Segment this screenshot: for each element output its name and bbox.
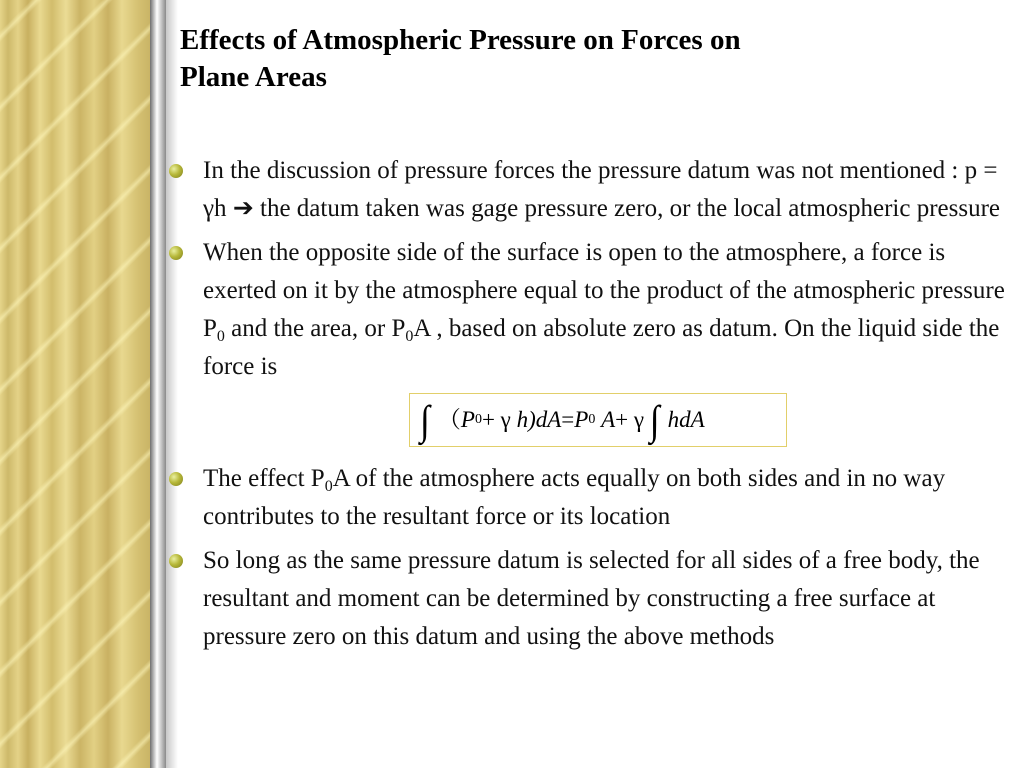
- bullet-dot-icon: [169, 164, 183, 178]
- arrow-icon: ➔: [232, 195, 254, 222]
- integral-symbol: ∫: [420, 397, 430, 443]
- decorative-gold-panel: [0, 0, 150, 768]
- slide-title: [180, 22, 900, 96]
- bullet-item-4: So long as the same pressure datum is selected for all sides of a free body, the resultant and moment can be determined by constructing a free surface at pressure zero on this datum and using the above methods: [167, 542, 1017, 656]
- title-line-1: Effects of Atmospheric Pressure on Forces on: [180, 24, 741, 56]
- bullet-dot-icon: [169, 246, 183, 260]
- bullet-item-3: The effect $P_0A$ of the atmosphere acts equally on both sides and in no way contributes to the resultant force or its location: [167, 460, 1017, 536]
- title-line-2: Plane Areas: [180, 61, 327, 93]
- bullet-item-2: When the opposite side of the surface is open to the atmosphere, a force is exerted on it by the atmosphere equal to the product of the atmospheric pressure $P_0$ and the area, or $P_0A$ , based on absolute zero as datum. On the liquid side the force is: [167, 234, 1017, 386]
- bullet-list: [167, 152, 1017, 662]
- bullet-dot-icon: [169, 472, 183, 486]
- formula-row: [167, 392, 1017, 454]
- bullet-dot-icon: [169, 554, 183, 568]
- decorative-pillar: [150, 0, 166, 768]
- integral-symbol: ∫: [649, 397, 660, 443]
- formula-box: ∫ （ P 0 + γ h )dA = P 0 A + γ ∫ hdA: [409, 393, 787, 447]
- bullet-item-1: In the discussion of pressure forces the pressure datum was not mentioned : p = γh ➔ the datum taken was gage pressure zero, or the local atmospheric pressure: [167, 152, 1017, 228]
